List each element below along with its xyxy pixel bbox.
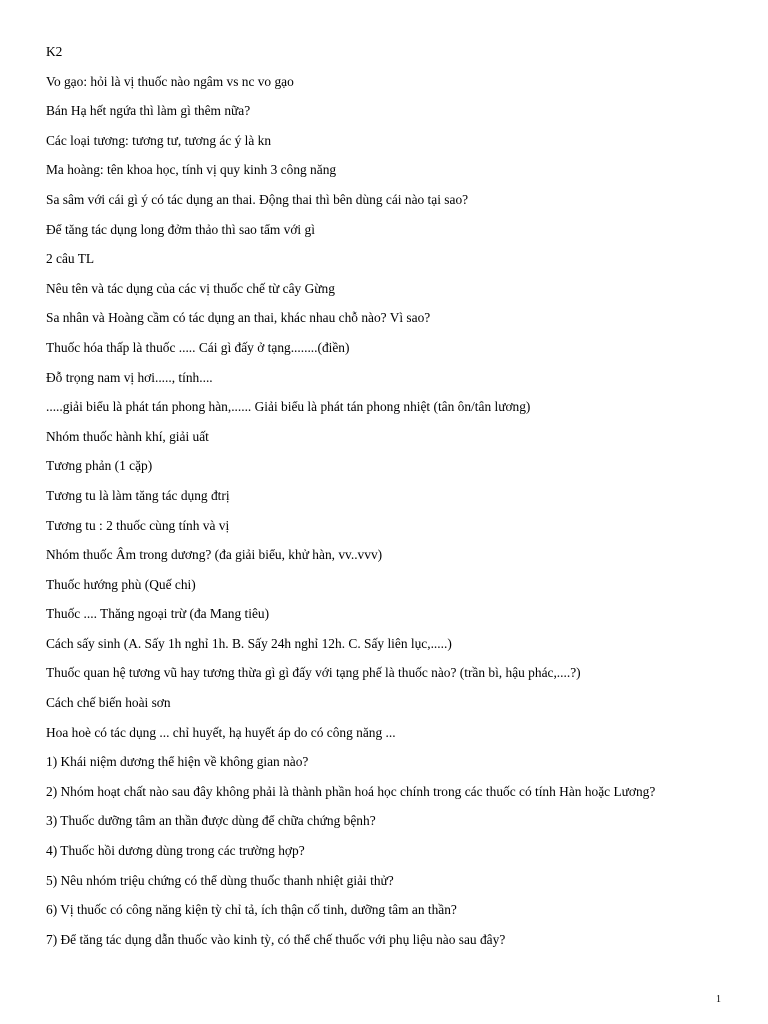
document-line: Tương tu : 2 thuốc cùng tính và vị xyxy=(46,517,230,533)
document-line: 2) Nhóm hoạt chất nào sau đây không phải là thành phần hoá học chính trong các thuốc có tính Hàn hoặc Lương? xyxy=(46,783,656,799)
document-line: Bán Hạ hết ngứa thì làm gì thêm nữa? xyxy=(46,103,251,119)
document-line: 7) Để tăng tác dụng dẫn thuốc vào kinh tỳ, có thể chế thuốc với phụ liệu nào sau đây? xyxy=(46,931,506,947)
document-line: Thuốc hướng phù (Quế chi) xyxy=(46,576,196,592)
document-line: Hoa hoè có tác dụng ... chỉ huyết, hạ huyết áp do có công năng ... xyxy=(46,724,396,740)
document-line: 3) Thuốc dưỡng tâm an thần được dùng để chữa chứng bệnh? xyxy=(46,813,376,829)
document-line: 2 câu TL xyxy=(46,251,95,267)
document-line: Sa sâm với cái gì ý có tác dụng an thai. Động thai thì bên dùng cái nào tại sao? xyxy=(46,191,469,207)
document-line: Thuốc quan hệ tương vũ hay tương thừa gì gì đấy với tạng phế là thuốc nào? (trần bì, hậu phác,....?) xyxy=(46,665,581,681)
document-line: Cách sấy sinh (A. Sấy 1h nghỉ 1h. B. Sấy 24h nghỉ 12h. C. Sấy liên lục,.....) xyxy=(46,635,452,651)
document-line: 1) Khái niệm dương thể hiện về không gian nào? xyxy=(46,754,309,770)
document-line: Sa nhân và Hoàng cầm có tác dụng an thai, khác nhau chỗ nào? Vì sao? xyxy=(46,310,431,326)
document-line: 4) Thuốc hồi dương dùng trong các trường hợp? xyxy=(46,843,305,859)
document-line: Để tăng tác dụng long đởm thảo thì sao tẩm với gì xyxy=(46,221,315,237)
page-number: 1 xyxy=(716,994,721,1005)
document-line: Ma hoàng: tên khoa học, tính vị quy kinh 3 công năng xyxy=(46,162,337,178)
document-line: 5) Nêu nhóm triệu chứng có thể dùng thuốc thanh nhiệt giải thử? xyxy=(46,872,394,888)
document-line: Nhóm thuốc hành khí, giải uất xyxy=(46,428,209,444)
document-line: K2 xyxy=(46,44,63,59)
document-line: Thuốc hóa thấp là thuốc ..... Cái gì đấy ở tạng........(điền) xyxy=(46,339,350,355)
document-line: Tương tu là làm tăng tác dụng đtrị xyxy=(46,487,230,503)
document-line: Vo gạo: hỏi là vị thuốc nào ngâm vs nc vo gạo xyxy=(46,73,294,89)
document-line: .....giải biểu là phát tán phong hàn,...... Giải biểu là phát tán phong nhiệt (tân ôn/tân lương) xyxy=(46,399,531,415)
document-line: Nhóm thuốc Âm trong dương? (đa giải biểu, khử hàn, vv..vvv) xyxy=(46,547,383,563)
document-line: Nêu tên và tác dụng của các vị thuốc chế từ cây Gừng xyxy=(46,280,335,296)
document-body xyxy=(46,42,746,959)
document-line: Thuốc .... Thăng ngoại trừ (đa Mang tiêu) xyxy=(46,606,270,622)
document-line: Các loại tương: tương tư, tương ác ý là kn xyxy=(46,132,272,148)
document-line: 6) Vị thuốc có công năng kiện tỳ chỉ tả, ích thận cố tinh, dưỡng tâm an thần? xyxy=(46,902,457,918)
document-line: Tương phản (1 cặp) xyxy=(46,458,153,474)
document-line: Cách chế biến hoài sơn xyxy=(46,695,171,711)
document-line: Đỗ trọng nam vị hơi....., tính.... xyxy=(46,369,213,385)
